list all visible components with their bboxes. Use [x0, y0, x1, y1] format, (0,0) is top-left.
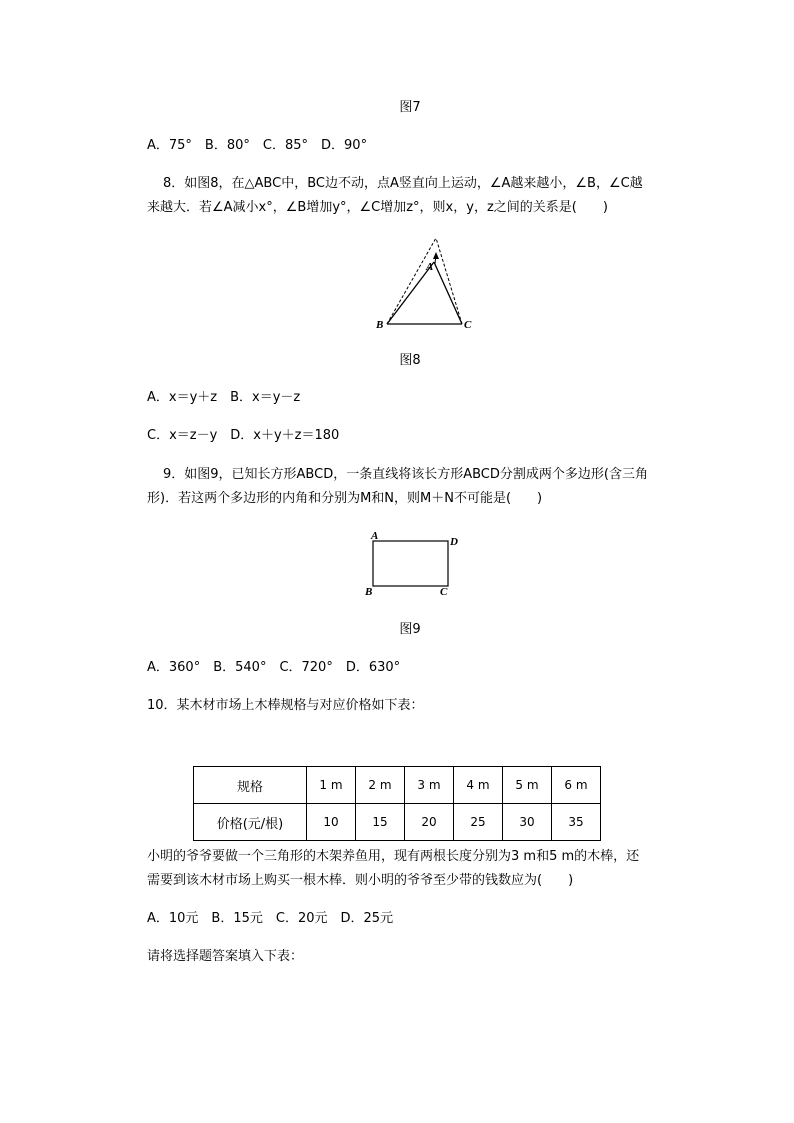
table-cell: 5 m — [503, 767, 552, 804]
table-row-spec — [194, 767, 601, 804]
table-cell: 25 — [454, 804, 503, 841]
rectangle-abcd — [373, 541, 448, 586]
triangle-side-ac — [434, 262, 462, 324]
figure-8-triangle — [370, 232, 480, 332]
row-header-price: 价格(元/根) — [194, 804, 307, 841]
vertex-label-a: A — [426, 261, 434, 273]
vertex-label-c: C — [464, 319, 472, 331]
q9-options: A．360° B．540° C．720° D．630° — [147, 660, 401, 675]
table-cell: 3 m — [405, 767, 454, 804]
dashed-side-c-apex — [436, 238, 462, 324]
table-cell: 6 m — [552, 767, 601, 804]
table-cell: 4 m — [454, 767, 503, 804]
q10-options: A．10元 B．15元 C．20元 D．25元 — [147, 911, 394, 926]
table-cell: 35 — [552, 804, 601, 841]
q8-text-line1: 8．如图8，在△ABC中，BC边不动，点A竖直向上运动，∠A越来越小，∠B，∠C越 — [163, 176, 643, 191]
table-row-price — [194, 804, 601, 841]
table-cell: 20 — [405, 804, 454, 841]
table-cell: 10 — [307, 804, 356, 841]
figure-7-caption: 图7 — [399, 100, 421, 115]
vertex-label-b: B — [376, 319, 384, 331]
vertex-label-d: D — [450, 536, 458, 548]
figure-9-caption: 图9 — [399, 622, 421, 637]
dashed-side-b-apex — [387, 238, 436, 324]
q9-text-line1: 9．如图9，已知长方形ABCD，一条直线将该长方形ABCD分割成两个多边形(含三角 — [163, 467, 648, 482]
table-cell: 15 — [356, 804, 405, 841]
q8-options-line1: A．x＝y＋z B．x＝y－z — [147, 390, 301, 405]
vertex-label-b: B — [365, 586, 373, 598]
q10-intro: 10．某木材市场上木棒规格与对应价格如下表： — [147, 698, 424, 713]
answer-table-instruction: 请将选择题答案填入下表： — [147, 949, 304, 964]
q9-text-line2: 形)．若这两个多边形的内角和分别为M和N，则M＋N不可能是( ) — [147, 491, 543, 506]
figure-9-rectangle — [362, 528, 472, 600]
q10-text-line2: 需要到该木材市场上购买一根木棒．则小明的爷爷至少带的钱数应为( ) — [147, 873, 574, 888]
row-header-spec: 规格 — [194, 767, 307, 804]
vertex-label-a: A — [371, 530, 379, 542]
q8-options-line2: C．x＝z－y D．x＋y＋z＝180 — [147, 428, 340, 443]
upward-arrow-head — [433, 252, 439, 259]
table-cell: 1 m — [307, 767, 356, 804]
q7-options: A．75° B．80° C．85° D．90° — [147, 138, 368, 153]
price-table — [193, 766, 601, 841]
figure-8-caption: 图8 — [399, 353, 421, 368]
q8-text-line2: 来越大．若∠A减小x°，∠B增加y°，∠C增加z°，则x，y，z之间的关系是( ) — [147, 200, 608, 215]
q10-text-line1: 小明的爷爷要做一个三角形的木架养鱼用，现有两根长度分别为3 m和5 m的木棒，还 — [147, 849, 640, 864]
table-cell: 30 — [503, 804, 552, 841]
table-cell: 2 m — [356, 767, 405, 804]
vertex-label-c: C — [440, 586, 448, 598]
